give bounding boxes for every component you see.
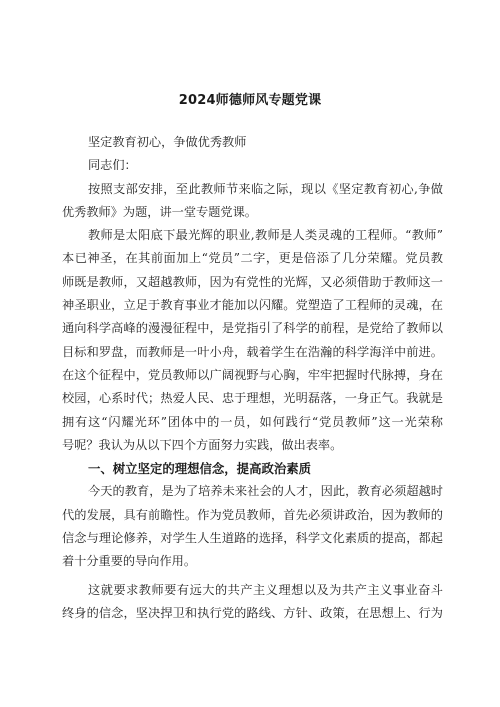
paragraph-line: 按照支部安排，至此教师节来临之际，现以《坚定教育初心,争做	[88, 181, 443, 196]
paragraph-line: 校园，心系时代；热爱人民、忠于理想，光明磊落，一身正气。我就是	[62, 391, 443, 406]
paragraph-line: 优秀教师》为题，讲一堂专题党课。	[62, 204, 257, 219]
paragraph-line: 代的发展，具有前瞻性。作为党员教师，首先必须讲政治，因为教师的	[62, 507, 443, 522]
paragraph-line: 在这个征程中，党员教师以广阔视野与心胸，牢牢把握时代脉搏，身在	[62, 367, 443, 382]
paragraph-line: 拥有这“闪耀光环”团体中的一员，如何践行“党员教师”这一光荣称	[62, 414, 443, 429]
paragraph-line: 师既是教师，又超越教师，因为有党性的光辉，又必须借助于教师这一	[62, 274, 443, 289]
document-body	[62, 131, 443, 625]
paragraph-line: 教师是太阳底下最光辉的职业,教师是人类灵魂的工程师。“教师”	[88, 228, 443, 243]
section-heading: 一、树立坚定的理想信念，提高政治素质	[88, 461, 312, 477]
paragraph-line: 坚定教育初心，争做优秀教师	[88, 135, 247, 149]
paragraph-line: 终身的信念，坚决捍卫和执行党的路线、方针、政策，在思想上、行为	[62, 605, 443, 620]
paragraph-line: 通向科学高峰的漫漫征程中，是党指引了科学的前程，是党给了教师以	[62, 321, 443, 336]
paragraph-line: 今天的教育，是为了培养未来社会的人才，因此，教育必须超越时	[88, 484, 443, 499]
paragraph-line: 同志们：	[88, 158, 137, 173]
paragraph-line: 信念与理论修养，对学生人生道路的选择，科学文化素质的提高，都起	[62, 531, 443, 546]
paragraph-line: 本已神圣，在其前面加上“党员”二字，更是倍添了几分荣耀。党员教	[62, 251, 443, 266]
paragraph-line: 着十分重要的导向作用。	[62, 554, 197, 569]
paragraph-line: 目标和罗盘，而教师是一叶小舟，载着学生在浩瀚的科学海洋中前进。	[62, 344, 443, 359]
paragraph-line: 神圣职业，立足于教育事业才能加以闪耀。党塑造了工程师的灵魂，在	[62, 298, 443, 313]
paragraph-line: 这就要求教师要有远大的共产主义理想以及为共产主义事业奋斗	[88, 582, 443, 597]
document-title: 2024师德师风专题党课	[178, 93, 322, 108]
paragraph-line: 号呢？我认为从以下四个方面努力实践，做出表率。	[62, 437, 343, 452]
